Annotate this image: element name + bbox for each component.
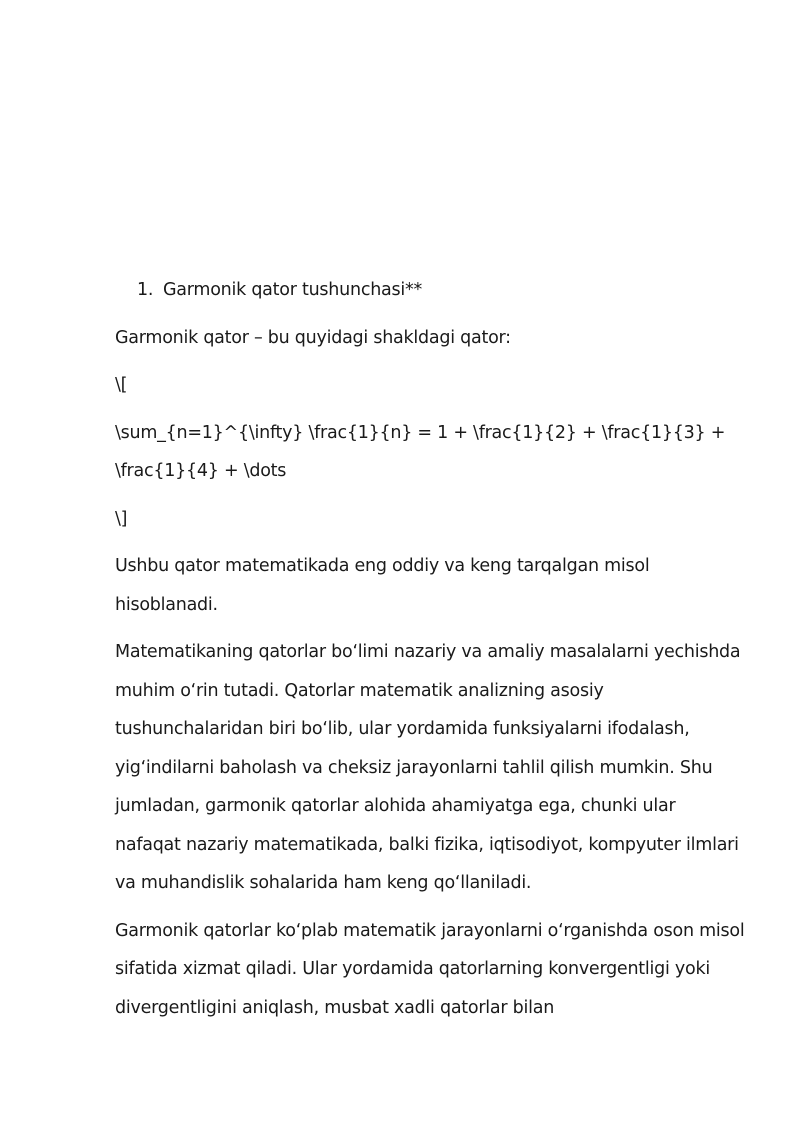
paragraph-3: Garmonik qatorlar ko‘plab matematik jarayonlarni o‘rganishda oson misol sifatida xizmat qiladi. Ular yordamida qatorlarning konvergentligi yoki divergentligini aniqlash, musbat xadli qatorlar bilan [115,920,745,1018]
formula-open-delimiter: \[ [115,375,128,395]
section-heading [137,271,745,310]
page-content [115,271,745,1036]
section-number: 1. [137,280,154,300]
formula-close-delimiter: \] [115,508,128,529]
formula-body: \sum_{n=1}^{\infty} \frac{1}{n} = 1 + \frac{1}{2} + \frac{1}{3} + \frac{1}{4} + \dots [115,422,726,481]
paragraph-1: Ushbu qator matematikada eng oddiy va keng tarqalgan misol hisoblanadi. [115,556,650,615]
intro-paragraph: Garmonik qator – bu quyidagi shakldagi qator: [115,327,511,348]
section-title: Garmonik qator tushunchasi** [163,280,422,300]
paragraph-2: Matematikaning qatorlar bo‘limi nazariy va amaliy masalalarni yechishda muhim o‘rin tutadi. Qatorlar matematik analizning asosiy tushunchalaridan biri bo‘lib, ular yordamida funksiyalarni ifodalash, yig‘indilarni baholash va cheksiz jarayonlarni tahlil qilish mumkin. Shu jumladan, garmonik qatorlar alohida ahamiyatga ega, chunki ular nafaqat nazariy matematikada, balki fizika, iqtisodiyot, kompyuter ilmlari va muhandislik sohalarida ham keng qo‘llaniladi. [115,642,741,893]
